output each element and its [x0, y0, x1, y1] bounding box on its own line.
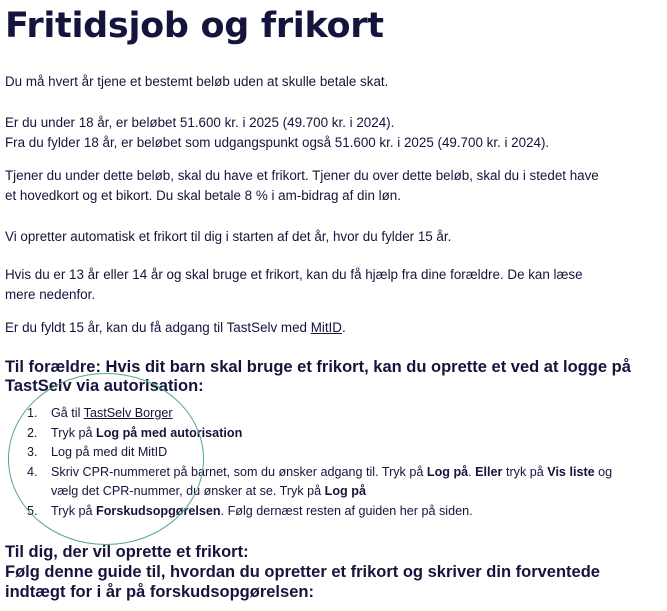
step-text: Tryk på	[51, 425, 97, 440]
parents-heading-line2: TastSelv via autorisation:	[5, 377, 204, 395]
frikort-explanation-line1: Tjener du under dette beløb, skal du have et frikort. Tjener du over dette beløb, skal du i stedet have	[5, 168, 599, 183]
step-number: 4.	[27, 464, 38, 479]
age-under-18-text: Er du under 18 år, er beløbet 51.600 kr. i 2025 (49.700 kr. i 2024).	[5, 115, 395, 130]
step-text: og	[594, 464, 613, 479]
step-2	[5, 424, 612, 444]
step-number: 5.	[27, 503, 38, 518]
step-bold-text: Forskudsopgørelsen	[96, 503, 221, 518]
you-heading-line3: indtægt for i år på forskudsopgørelsen:	[5, 583, 314, 601]
step-4	[5, 463, 612, 502]
parents-steps-list	[5, 404, 612, 521]
you-heading-line1: Til dig, der vil oprette et frikort:	[5, 543, 249, 561]
step-5	[5, 502, 612, 522]
step-text: Gå til	[51, 406, 84, 420]
step-text: Skriv CPR-nummeret på barnet, som du ønsker adgang til. Tryk på	[51, 464, 427, 479]
step-bold-text: Eller	[475, 464, 503, 479]
tastselv-access-suffix: .	[341, 320, 346, 335]
parents-help-line2: mere nedenfor.	[5, 287, 96, 302]
step-3	[5, 443, 612, 463]
you-heading-line2: Følg denne guide til, hvordan du opretter et frikort og skriver din forventede	[5, 563, 600, 581]
parents-heading-line1: Til forældre: Hvis dit barn skal bruge et frikort, kan du oprette et ved at logge på	[5, 358, 631, 376]
step-bold-text: Log på	[324, 484, 366, 498]
step-text: Log på med dit MitID	[51, 445, 168, 459]
frikort-explanation-line2: et hovedkort og et bikort. Du skal betale 8 % i am-bidrag af din løn.	[5, 188, 401, 203]
parents-help-line1: Hvis du er 13 år eller 14 år og skal bruge et frikort, kan du få hjælp fra dine forældre. De kan læse	[5, 267, 583, 282]
step-text: .	[468, 464, 476, 479]
step-text: . Følg dernæst resten af guiden her på siden.	[220, 503, 473, 518]
step-number: 1.	[27, 406, 38, 420]
step-bold-text: Vis liste	[547, 464, 595, 479]
step-text: tryk på	[502, 464, 548, 479]
tastselv-access-text	[5, 318, 346, 338]
age-18-text: Fra du fylder 18 år, er beløbet som udgangspunkt også 51.600 kr. i 2025 (49.700 kr. i 2024).	[5, 135, 550, 150]
step-bold-text: Log på med autorisation	[96, 425, 243, 440]
intro-paragraph: Du må hvert år tjene et bestemt beløb uden at skulle betale skat.	[5, 74, 389, 89]
step-1	[5, 404, 612, 424]
auto-frikort-text: Vi opretter automatisk et frikort til dig i starten af det år, hvor du fylder 15 år.	[5, 229, 452, 244]
tastselv-borger-link[interactable]: TastSelv Borger	[83, 406, 173, 420]
step-number: 3.	[27, 445, 38, 459]
step-text: Tryk på	[51, 503, 97, 518]
step-number: 2.	[27, 425, 38, 440]
step-bold-text: Log på	[426, 464, 469, 479]
page-title: Fritidsjob og frikort	[5, 6, 384, 46]
tastselv-access-prefix: Er du fyldt 15 år, kan du få adgang til TastSelv med	[5, 320, 311, 335]
mitid-link[interactable]: MitID	[310, 320, 342, 335]
step-text: vælg det CPR-nummer, du ønsker at se. Tryk på	[51, 484, 325, 498]
